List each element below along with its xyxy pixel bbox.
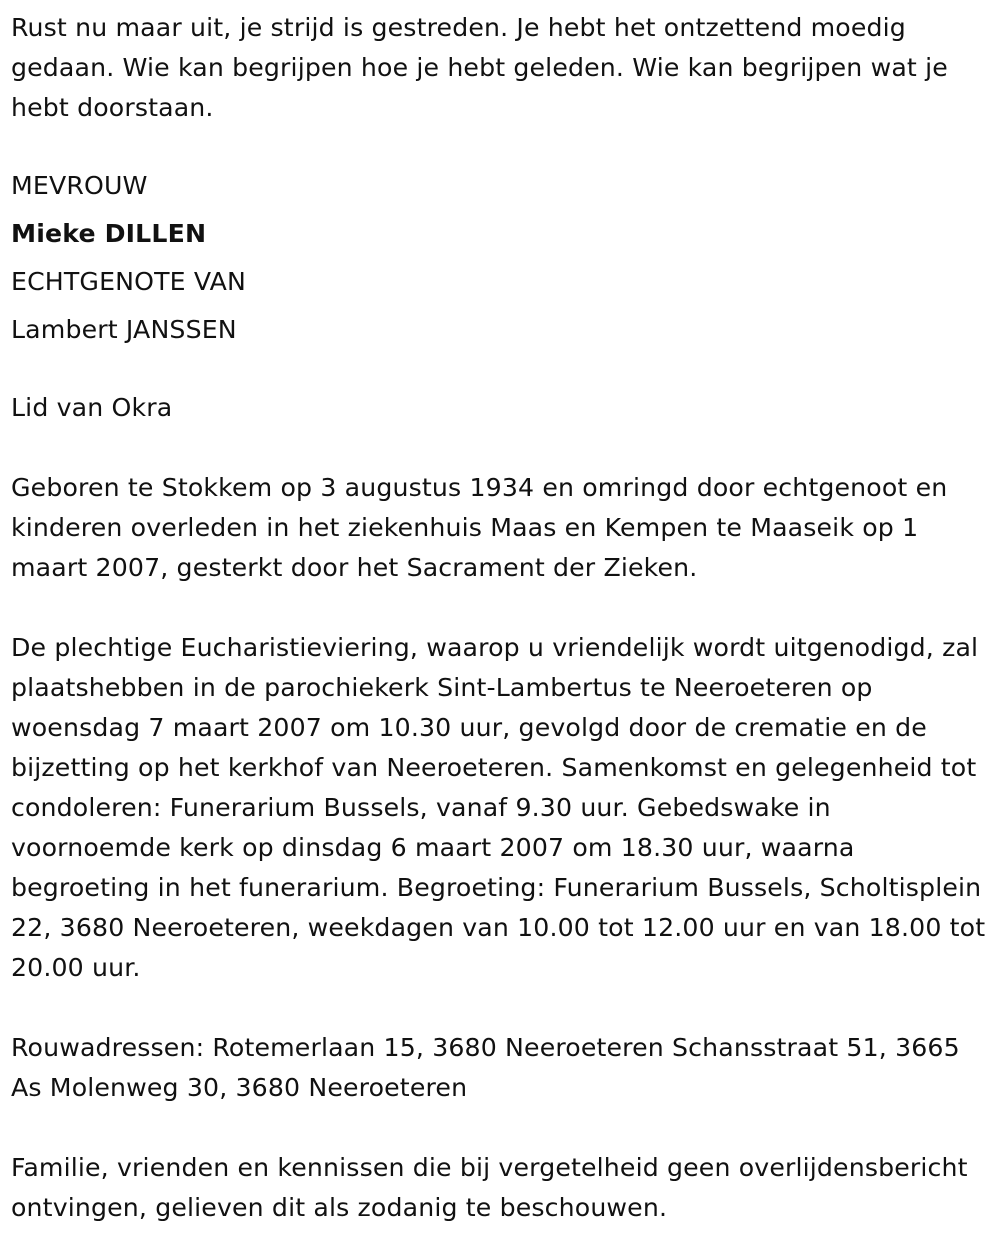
birth-death-paragraph: Geboren te Stokkem op 3 augustus 1934 en omringd door echtgenoot en kinderen overleden in het ziekenhuis Maas en Kempen te Maaseik op 1 maart 2007, gesterkt door het Sacrament der Zieken. xyxy=(11,473,948,582)
membership-line: Lid van Okra xyxy=(11,393,173,422)
ceremony-paragraph: De plechtige Eucharistieviering, waarop u vriendelijk wordt uitgenodigd, zal plaatshebben in de parochiekerk Sint-Lambertus te Neeroeteren op woensdag 7 maart 2007 om 10.30 uur, gevolgd door de crematie en de bijzetting op het kerkhof van Neeroeteren. Samenkomst en gelegenheid tot condoleren: Funerarium Bussels, vanaf 9.30 uur. Gebedswake in voornoemde kerk op dinsdag 6 maart 2007 om 18.30 uur, waarna begroeting in het funerarium. Begroeting: Funerarium Bussels, Scholtisplein 22, 3680 Neeroeteren, weekdagen van 10.00 tot 12.00 uur en van 18.00 tot 20.00 uur. xyxy=(11,633,986,982)
name-block xyxy=(11,162,988,354)
intro-poem: Rust nu maar uit, je strijd is gestreden. Je hebt het ontzettend moedig gedaan. Wie kan begrijpen hoe je hebt geleden. Wie kan begrijpen wat je hebt doorstaan. xyxy=(11,13,948,122)
deceased-name: Mieke DILLEN xyxy=(11,219,207,248)
title-prefix: MEVROUW xyxy=(11,171,148,200)
addresses-paragraph: Rouwadressen: Rotemerlaan 15, 3680 Neeroeteren Schansstraat 51, 3665 As Molenweg 30, 3680 Neeroeteren xyxy=(11,1033,960,1102)
spouse-name: Lambert JANSSEN xyxy=(11,315,237,344)
closing-note: Familie, vrienden en kennissen die bij vergetelheid geen overlijdensbericht ontvingen, gelieven dit als zodanig te beschouwen. xyxy=(11,1153,968,1222)
relation-label: ECHTGENOTE VAN xyxy=(11,267,247,296)
